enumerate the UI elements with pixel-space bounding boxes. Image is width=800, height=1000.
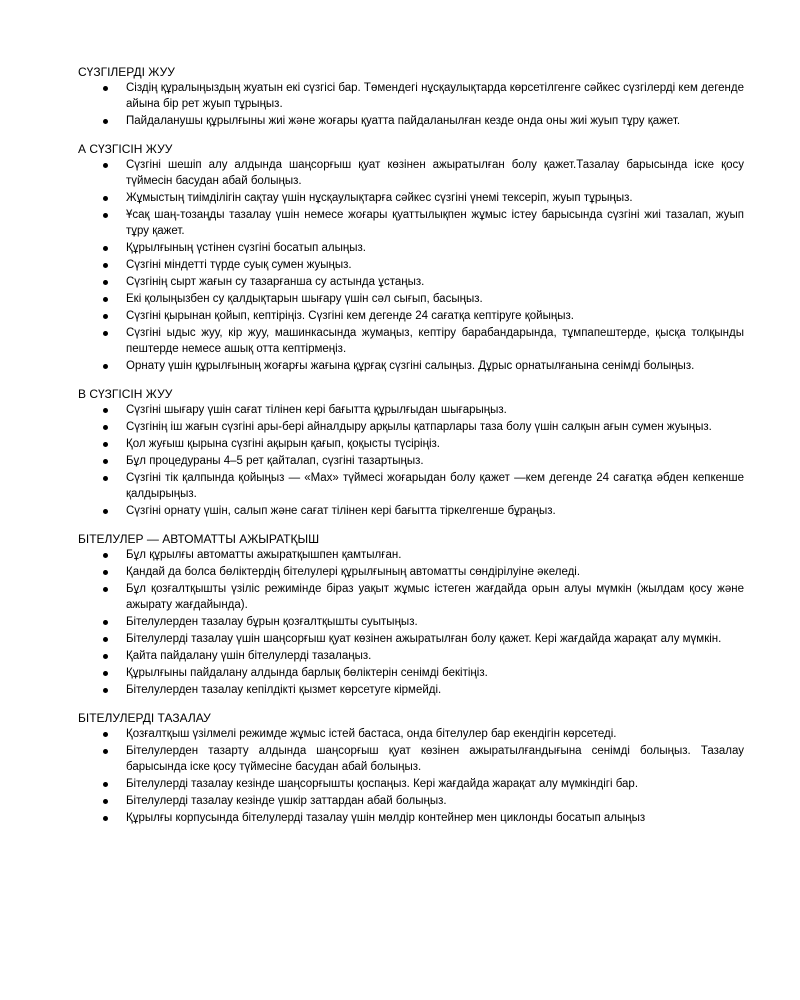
bullet-icon [103, 263, 108, 268]
list-item [78, 453, 744, 469]
list-item-text: Сіздің құралыңыздың жуатын екі сүзгісі бар. Төмендегі нұсқаулықтарда көрсетілгенге сәйкес сүзгілерді кем дегенде айына бір рет жуып тұрыңыз. [126, 82, 744, 110]
list-item [78, 113, 744, 129]
list-item [78, 257, 744, 273]
list-item-text: Құрылғы корпусында бітелулерді тазалау үшін мөлдір контейнер мен циклонды босатып алыңыз [126, 812, 646, 824]
bullet-icon [103, 86, 108, 91]
list-item [78, 682, 744, 698]
bullet-icon [103, 408, 108, 413]
list-item [78, 503, 744, 519]
list-item-text: Сүзгіні шешіп алу алдында шаңсорғыш қуат көзінен ажыратылған болу қажет.Тазалау барысында іске қосу түймесін басудан абай болыңыз. [126, 159, 744, 187]
list-item-text: Бітелулерден тазарту алдында шаңсорғыш қуат көзінен ажыратылғандығына сенімді болыңыз. Тазалау барысында іске қосу түймесіне басудан абай болыңыз. [126, 745, 744, 773]
list-item-text: Бұл қозғалтқышты үзіліс режимінде біраз уақыт жұмыс істеген жағдайда орын алуы мүмкін (жылдам қосу және ажырату жағдайында). [126, 583, 744, 611]
list-item [78, 776, 744, 792]
bullet-icon [103, 364, 108, 369]
list-item-text: Құрылғының үстінен сүзгіні босатып алыңыз. [126, 242, 366, 254]
list-item-text: Бітелулерден тазалау бұрын қозғалтқышты суытыңыз. [126, 616, 418, 628]
bullet-icon [103, 688, 108, 693]
list-item-text: Қайта пайдалану үшін бітелулерді тазалаңыз. [126, 650, 372, 662]
section-filter-washing [78, 64, 744, 129]
list-item-text: Сүзгіні тік қалпында қойыңыз — «Max» түймесі жоғарыдан болу қажет —кем дегенде 24 сағатқа әбден кепкенше қалдырыңыз. [126, 472, 744, 500]
bullet-icon [103, 816, 108, 821]
bullet-icon [103, 425, 108, 430]
list-item [78, 240, 744, 256]
list-item [78, 436, 744, 452]
list-item [78, 274, 744, 290]
list-item-text: Жұмыстың тиімділігін сақтау үшін нұсқаулықтарға сәйкес сүзгіні үнемі тексеріп, жуып тұрыңыз. [126, 192, 633, 204]
bullet-list [78, 726, 744, 826]
bullet-icon [103, 671, 108, 676]
list-item [78, 614, 744, 630]
list-item [78, 743, 744, 775]
bullet-icon [103, 459, 108, 464]
list-item-text: Бұл процедураны 4–5 рет қайталап, сүзгіні тазартыңыз. [126, 455, 424, 467]
bullet-icon [103, 587, 108, 592]
bullet-icon [103, 297, 108, 302]
section-filter-b [78, 386, 744, 519]
list-item-text: Сүзгіні орнату үшін, салып және сағат тілінен кері бағытта тіркелгенше бұраңыз. [126, 505, 556, 517]
bullet-list [78, 80, 744, 129]
bullet-icon [103, 476, 108, 481]
section-title: БІТЕЛУЛЕРДІ ТАЗАЛАУ [78, 711, 211, 725]
list-item-text: Сүзгінің іш жағын сүзгіні ары-бері айналдыру арқылы қатпарлары таза болу үшін салқын ағын сумен жуыңыз. [126, 421, 712, 433]
bullet-icon [103, 314, 108, 319]
list-item [78, 470, 744, 502]
bullet-icon [103, 163, 108, 168]
list-item [78, 726, 744, 742]
bullet-icon [103, 196, 108, 201]
list-item-text: Сүзгінің сырт жағын су тазарғанша су астында ұстаңыз. [126, 276, 425, 288]
bullet-icon [103, 749, 108, 754]
section-clog-cleaning [78, 710, 744, 826]
section-title: СҮЗГІЛЕРДІ ЖУУ [78, 65, 175, 79]
list-item-text: Қандай да болса бөліктердің бітелулері құрылғының автоматты сөндірілуіне әкеледі. [126, 566, 581, 578]
bullet-icon [103, 782, 108, 787]
list-item-text: Сүзгіні ыдыс жуу, кір жуу, машинкасында жумаңыз, кептіру барабандарында, тұмпапештерде, қысқа толқынды пештерде немесе ашық отта кептірмеңіз. [126, 327, 744, 355]
bullet-icon [103, 509, 108, 514]
list-item [78, 190, 744, 206]
bullet-icon [103, 119, 108, 124]
list-item [78, 793, 744, 809]
bullet-icon [103, 553, 108, 558]
bullet-list [78, 402, 744, 519]
list-item-text: Бұл құрылғы автоматты ажыратқышпен қамтылған. [126, 549, 402, 561]
list-item [78, 80, 744, 112]
bullet-icon [103, 570, 108, 575]
list-item-text: Бітелулерді тазалау кезінде шаңсорғышты қоспаңыз. Кері жағдайда жарақат алу мүмкіндігі бар. [126, 778, 639, 790]
list-item [78, 291, 744, 307]
section-clogs-auto-shutoff [78, 531, 744, 698]
bullet-icon [103, 246, 108, 251]
list-item [78, 157, 744, 189]
bullet-icon [103, 331, 108, 336]
section-filter-a [78, 141, 744, 374]
list-item-text: Орнату үшін құрылғының жоғарғы жағына құрғақ сүзгіні салыңыз. Дұрыс орнатылғанына сенімді болыңыз. [126, 360, 695, 372]
bullet-icon [103, 637, 108, 642]
section-title: БІТЕЛУЛЕР — АВТОМАТТЫ АЖЫРАТҚЫШ [78, 532, 320, 546]
list-item [78, 358, 744, 374]
section-title: В СҮЗГІСІН ЖУУ [78, 387, 173, 401]
list-item [78, 207, 744, 239]
list-item [78, 631, 744, 647]
bullet-icon [103, 732, 108, 737]
bullet-list [78, 157, 744, 374]
list-item [78, 665, 744, 681]
list-item-text: Екі қолыңызбен су қалдықтарын шығару үшін сәл сығып, басыңыз. [126, 293, 483, 305]
list-item [78, 581, 744, 613]
list-item-text: Бітелулерден тазалау кепілдікті қызмет көрсетуге кірмейді. [126, 684, 442, 696]
list-item [78, 325, 744, 357]
list-item-text: Сүзгіні шығару үшін сағат тілінен кері бағытта құрылғыдан шығарыңыз. [126, 404, 507, 416]
bullet-list [78, 547, 744, 698]
list-item [78, 402, 744, 418]
list-item-text: Бітелулерді тазалау кезінде үшкір заттардан абай болыңыз. [126, 795, 447, 807]
section-title: А СҮЗГІСІН ЖУУ [78, 142, 173, 156]
list-item-text: Сүзгіні міндетті түрде суық сумен жуыңыз. [126, 259, 352, 271]
list-item-text: Қол жуғыш қырына сүзгіні ақырын қағып, қоқысты түсіріңіз. [126, 438, 440, 450]
list-item [78, 419, 744, 435]
bullet-icon [103, 280, 108, 285]
list-item-text: Қозғалтқыш үзілмелі режимде жұмыс істей бастаса, онда бітелулер бар екендігін көрсетеді. [126, 728, 617, 740]
bullet-icon [103, 442, 108, 447]
bullet-icon [103, 213, 108, 218]
list-item [78, 308, 744, 324]
bullet-icon [103, 654, 108, 659]
list-item-text: Пайдаланушы құрылғыны жиі және жоғары қуатта пайдаланылған кезде онда оны жиі жуып тұру қажет. [126, 115, 681, 127]
document-page [78, 64, 744, 838]
list-item [78, 564, 744, 580]
list-item [78, 810, 744, 826]
bullet-icon [103, 799, 108, 804]
list-item-text: Сүзгіні қырынан қойып, кептіріңіз. Сүзгіні кем дегенде 24 сағатқа кептіруге қойыңыз. [126, 310, 574, 322]
list-item-text: Ұсақ шаң-тозаңды тазалау үшін немесе жоғары қуаттылықпен жұмыс істеу барысында сүзгіні жиі тазалап, жуып тұру қажет. [126, 209, 744, 237]
list-item-text: Құрылғыны пайдалану алдында барлық бөліктерін сенімді бекітіңіз. [126, 667, 488, 679]
bullet-icon [103, 620, 108, 625]
list-item-text: Бітелулерді тазалау үшін шаңсорғыш қуат көзінен ажыратылған болу қажет. Кері жағдайда жарақат алу мүмкін. [126, 633, 722, 645]
list-item [78, 547, 744, 563]
list-item [78, 648, 744, 664]
